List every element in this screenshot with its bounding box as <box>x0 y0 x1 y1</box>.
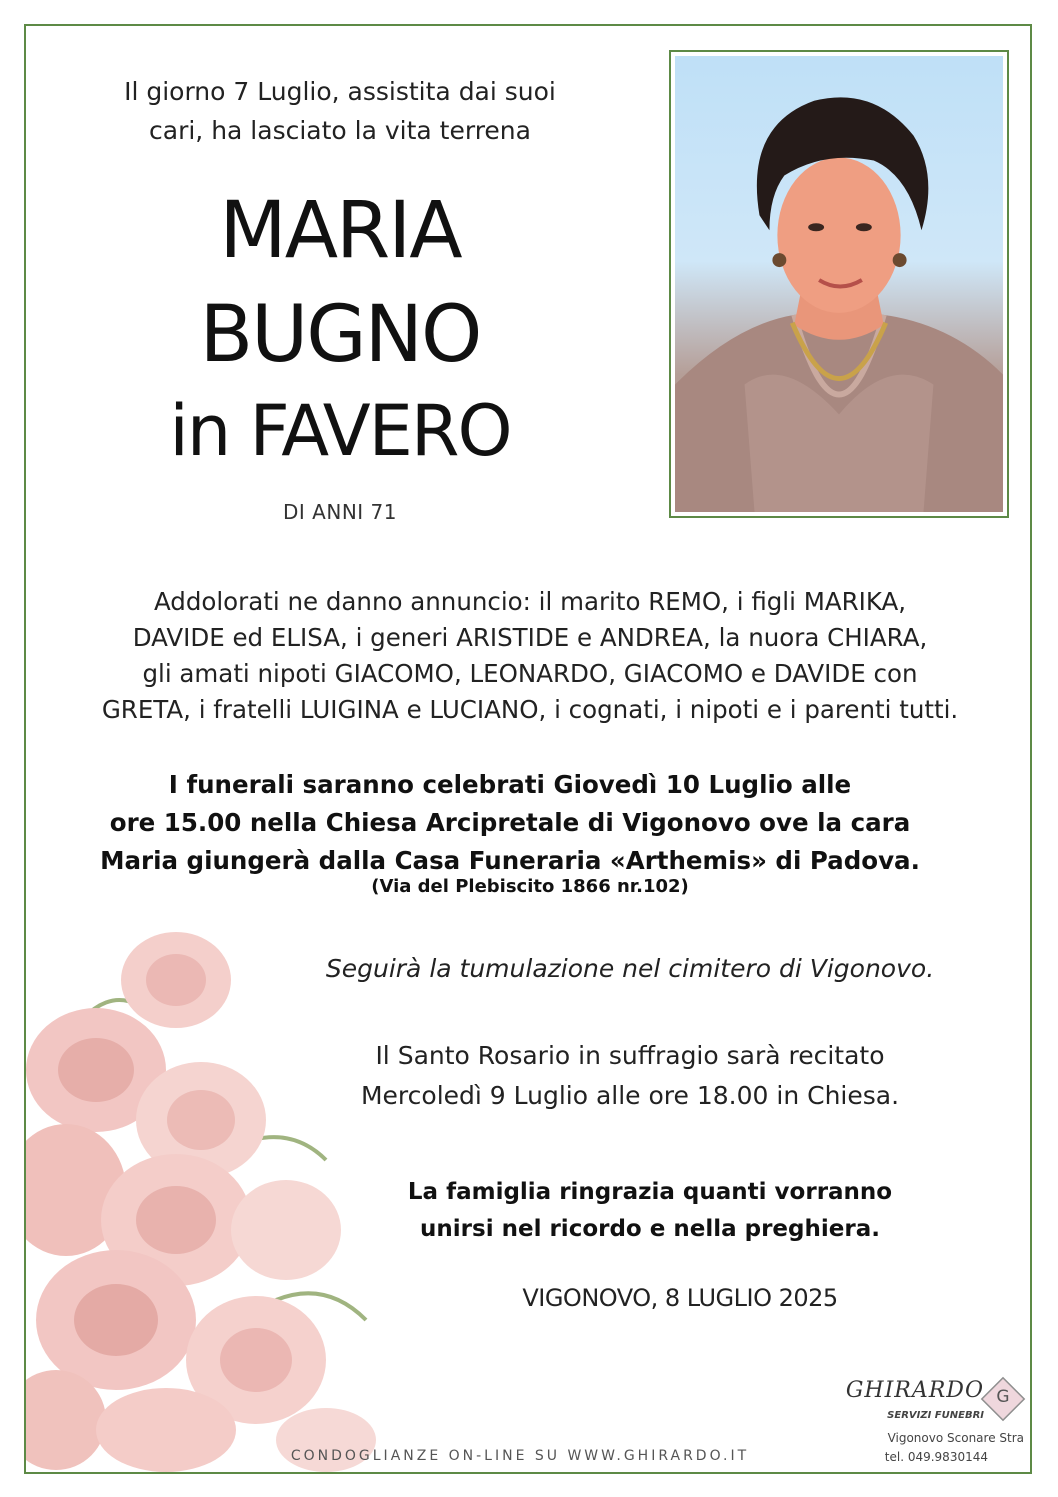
company-locations: Vigonovo Sconare Stra <box>887 1431 1024 1445</box>
deceased-married-name: in FAVERO <box>169 390 511 472</box>
company-subtitle: SERVIZI FUNEBRI <box>887 1410 984 1421</box>
announcement-line-1: Addolorati ne danno annuncio: il marito REMO, i figli MARIKA, <box>153 587 907 616</box>
deceased-last-name: BUGNO <box>199 290 481 380</box>
intro-line-2: cari, ha lasciato la vita terrena <box>149 116 531 145</box>
thanks-line-1: La famiglia ringrazia quanti vorranno <box>407 1179 893 1205</box>
rosary-line-1: Il Santo Rosario in suffragio sarà recitato <box>375 1041 885 1070</box>
rosary-note <box>300 1036 960 1116</box>
rosary-line-2: Mercoledì 9 Luglio alle ore 18.00 in Chiesa. <box>360 1081 900 1110</box>
funeral-line-3: Maria giungerà dalla Casa Funeraria «Arthemis» di Padova. <box>100 846 920 875</box>
family-thanks <box>370 1174 930 1248</box>
deceased-first-name: MARIA <box>219 186 461 276</box>
roses-decoration <box>26 920 386 1472</box>
company-logo-letter: G <box>996 1387 1010 1407</box>
family-announcement <box>60 584 1000 728</box>
funeral-details <box>60 766 960 880</box>
announcement-line-4: GRETA, i fratelli LUIGINA e LUCIANO, i cognati, i nipoti e i parenti tutti. <box>101 695 959 724</box>
funeral-line-2: ore 15.00 nella Chiesa Arcipretale di Vigonovo ove la cara <box>109 808 911 837</box>
place-and-date: VIGONOVO, 8 LUGLIO 2025 <box>522 1284 838 1312</box>
portrait-illustration <box>675 56 1003 512</box>
company-phone: tel. 049.9830144 <box>884 1450 988 1464</box>
intro-text <box>70 72 610 150</box>
thanks-line-2: unirsi nel ricordo e nella preghiera. <box>420 1216 880 1242</box>
announcement-line-2: DAVIDE ed ELISA, i generi ARISTIDE e ANDREA, la nuora CHIARA, <box>132 623 928 652</box>
company-name: GHIRARDO <box>845 1378 984 1403</box>
condolences-url[interactable]: CONDOGLIANZE ON-LINE SU WWW.GHIRARDO.IT <box>290 1448 750 1464</box>
burial-note: Seguirà la tumulazione nel cimitero di Vigonovo. <box>325 954 935 983</box>
announcement-line-3: gli amati nipoti GIACOMO, LEONARDO, GIACOMO e DAVIDE con <box>142 659 918 688</box>
intro-line-1: Il giorno 7 Luglio, assistita dai suoi <box>124 77 556 106</box>
funeral-line-1: I funerali saranno celebrati Giovedì 10 Luglio alle <box>168 770 852 799</box>
funeral-home-address: (Via del Plebiscito 1866 nr.102) <box>371 876 689 897</box>
portrait-frame <box>669 50 1009 518</box>
portrait-photo <box>675 56 1003 512</box>
deceased-age: DI ANNI 71 <box>283 500 397 524</box>
